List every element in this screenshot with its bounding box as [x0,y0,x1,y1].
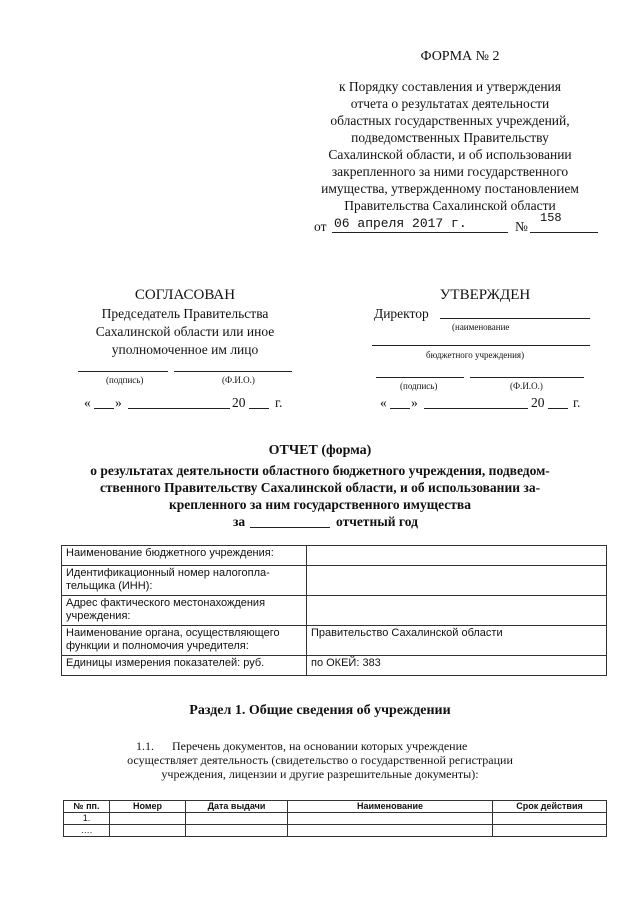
report-subtitle [40,462,600,513]
order-line: отчета о результатах деятельности [350,96,550,111]
from-label: от [314,219,327,234]
approved-year: 20 [531,395,545,410]
table-row [62,656,607,676]
report-for-label: за [233,514,246,529]
table-cell: 1. [64,813,110,825]
info-label: Наименование органа, осуществляющего функции и полномочия учредителя: [62,626,307,656]
agreed-quote-open: « [84,395,91,410]
table-header-row [64,801,607,813]
institution-info-table [61,545,607,676]
agreed-month-line [128,408,230,409]
approved-director-line [440,318,590,319]
info-label: Адрес фактического местонахождения учреждения: [62,596,307,626]
table-cell [186,813,288,825]
approved-director: Директор [374,306,429,321]
agreed-signature-line [78,371,168,372]
approved-name-hint: (наименование [452,322,510,332]
agreed-day-line [94,408,114,409]
order-line: имущества, утвержденному постановлением [321,181,579,196]
info-value [307,546,607,566]
section1-item-line: осуществляет деятельность (свидетельство о государственной регистрации [127,753,513,767]
approved-day-line [390,408,410,409]
agreed-name-label: (Ф.И.О.) [222,375,255,385]
order-line: Правительства Сахалинской области [344,198,556,213]
agreed-year-suffix: г. [275,395,283,410]
documents-table [63,800,607,837]
approved-name-label: (Ф.И.О.) [510,381,543,391]
column-header: Номер [110,801,186,813]
approved-month-line [424,408,528,409]
agreed-quote-close: » [115,395,122,410]
agreed-year: 20 [232,395,246,410]
column-header: Срок действия [493,801,607,813]
approved-title: УТВЕРЖДЕН [439,287,531,303]
table-cell [288,813,493,825]
approved-year-line [548,408,568,409]
table-row [64,813,607,825]
info-label: Единицы измерения показателей: руб. [62,656,307,676]
order-line: закрепленного за ними государственного [331,164,569,179]
report-line: о результатах деятельности областного бюджетного учреждения, подведом- [90,463,550,478]
agreed-year-line [249,408,269,409]
form-title: ФОРМА № 2 [420,49,500,64]
approved-year-suffix: г. [573,395,581,410]
column-header: № пп. [64,801,110,813]
order-number: 158 [540,211,562,225]
info-label: Идентификационный номер налогопла-тельщика (ИНН): [62,566,307,596]
number-label: № [515,219,528,234]
approved-name-line [470,377,584,378]
order-line: Сахалинской области, и об использовании [328,147,572,162]
approved-org-hint: бюджетного учреждения) [426,350,525,360]
table-row [62,626,607,656]
date-underline [332,232,508,233]
table-row [62,546,607,566]
table-row [62,596,607,626]
agreed-signature-label: (подпись) [106,375,144,385]
agreed-line: уполномоченное им лицо [111,342,259,357]
info-value: Правительство Сахалинской области [307,626,607,656]
table-row [62,566,607,596]
table-cell [493,813,607,825]
table-cell [493,825,607,837]
agreed-name-line [174,371,292,372]
section1-item-line: учреждения, лицензии и другие разрешительные документы): [161,767,479,781]
column-header: Наименование [288,801,493,813]
order-date: 06 апреля 2017 г. [334,216,467,231]
approved-org-line [372,345,590,346]
approved-quote-close: » [411,395,418,410]
info-value: по ОКЕЙ: 383 [307,656,607,676]
report-title: ОТЧЕТ (форма) [268,443,372,458]
info-value [307,596,607,626]
section1-item-line: Перечень документов, на основании которых учреждение [172,739,468,753]
info-label: Наименование бюджетного учреждения: [62,546,307,566]
info-value [307,566,607,596]
approved-signature-label: (подпись) [400,381,438,391]
agreed-line: Сахалинской области или иное [95,324,275,339]
order-line: подведомственных Правительству [351,130,549,145]
order-line: к Порядку составления и утверждения [339,79,561,94]
table-cell [186,825,288,837]
report-line: ственного Правительству Сахалинской области, и об использовании за- [99,480,541,495]
table-cell [110,813,186,825]
agreed-line: Председатель Правительства [101,306,269,321]
section1-item-text [70,753,570,781]
agreed-title: СОГЛАСОВАН [134,287,236,303]
report-line: крепленного за ним государственного имущества [169,497,471,512]
number-underline [530,232,598,233]
approved-quote-open: « [380,395,387,410]
section1-title: Раздел 1. Общие сведения об учреждении [189,703,451,718]
agreed-signer [70,305,300,359]
report-year-line [250,527,330,528]
section1-item-number: 1.1. [136,739,154,753]
table-row [64,825,607,837]
order-line: областных государственных учреждений, [330,113,570,128]
table-cell [288,825,493,837]
approved-signature-line [376,377,464,378]
report-period-label: отчетный год [336,514,418,529]
column-header: Дата выдачи [186,801,288,813]
table-cell [110,825,186,837]
order-reference [290,78,610,214]
table-cell: …. [64,825,110,837]
